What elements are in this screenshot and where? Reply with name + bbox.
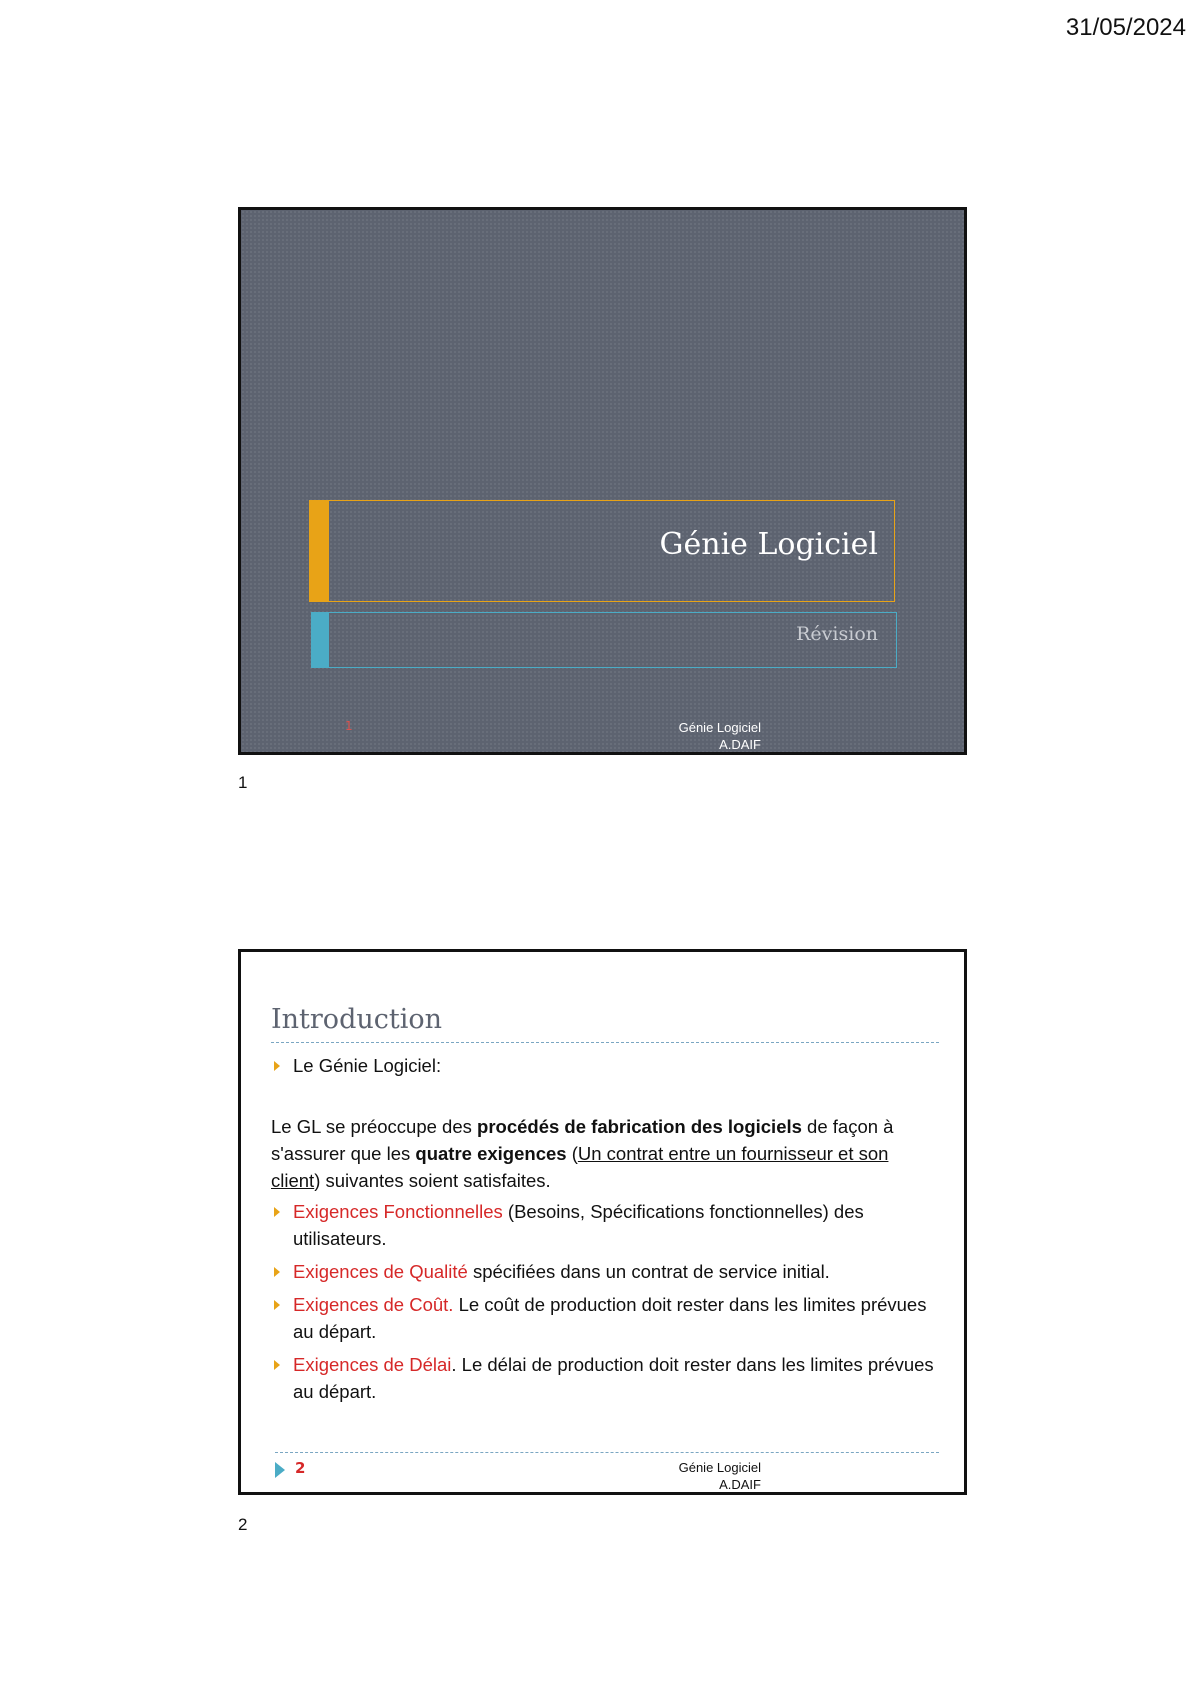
page-date: 31/05/2024 xyxy=(1065,14,1186,41)
para-text-3: ( xyxy=(566,1143,578,1164)
slide-subtitle: Révision xyxy=(796,623,878,645)
list-item xyxy=(271,1351,939,1405)
item-text: Le coût de production doit rester dans les limites prévues au départ. xyxy=(293,1294,927,1342)
list-item xyxy=(271,1291,939,1345)
slide-body xyxy=(271,1052,939,1405)
footer-divider xyxy=(275,1452,939,1453)
para-bold-2: quatre exigences xyxy=(415,1143,567,1164)
para-text-2: de façon à s'assurer que les xyxy=(271,1116,894,1164)
title-box xyxy=(309,500,895,602)
item-label: Exigences de Coût. xyxy=(293,1294,454,1315)
footer-author: A.DAIF xyxy=(719,1477,761,1492)
slide-title: Génie Logiciel xyxy=(659,527,878,562)
slide-2 xyxy=(238,949,967,1495)
title-divider xyxy=(271,1042,939,1043)
footer-author: A.DAIF xyxy=(719,737,761,752)
slide-1 xyxy=(238,207,967,755)
slide-caption: 2 xyxy=(238,1515,248,1534)
slide-number: 2 xyxy=(295,1459,306,1477)
item-label: Exigences de Délai xyxy=(293,1354,452,1375)
intro-bullet xyxy=(271,1052,939,1079)
para-text-4: ) suivantes soient satisfaites. xyxy=(314,1170,551,1191)
item-text: (Besoins, Spécifications fonctionnelles) des utilisateurs. xyxy=(293,1201,864,1249)
para-bold-1: procédés de fabrication des logiciels xyxy=(477,1116,802,1137)
triangle-right-icon xyxy=(275,1462,285,1478)
para-underline: Un contrat entre un fournisseur et son client xyxy=(271,1143,889,1191)
slide-caption: 1 xyxy=(238,773,248,792)
slide-number: 1 xyxy=(345,719,353,733)
subtitle-box xyxy=(311,612,897,668)
item-label: Exigences Fonctionnelles xyxy=(293,1201,503,1222)
slide-footer xyxy=(661,719,761,753)
footer-course: Génie Logiciel xyxy=(678,720,761,735)
list-item xyxy=(271,1258,939,1285)
title-accent-bar xyxy=(309,500,329,602)
item-text: . Le délai de production doit rester dans les limites prévues au départ. xyxy=(293,1354,934,1402)
para-text-1: Le GL se préoccupe des xyxy=(271,1116,478,1137)
slide-title: Introduction xyxy=(271,1004,442,1035)
item-text: spécifiées dans un contrat de service initial. xyxy=(467,1261,830,1282)
slide-footer xyxy=(661,1459,761,1493)
intro-paragraph xyxy=(271,1113,939,1194)
subtitle-accent-bar xyxy=(311,612,329,668)
list-item xyxy=(271,1198,939,1252)
intro-bullet-text: Le Génie Logiciel: xyxy=(293,1055,442,1076)
footer-course: Génie Logiciel xyxy=(678,1460,761,1475)
item-label: Exigences de Qualité xyxy=(293,1261,468,1282)
